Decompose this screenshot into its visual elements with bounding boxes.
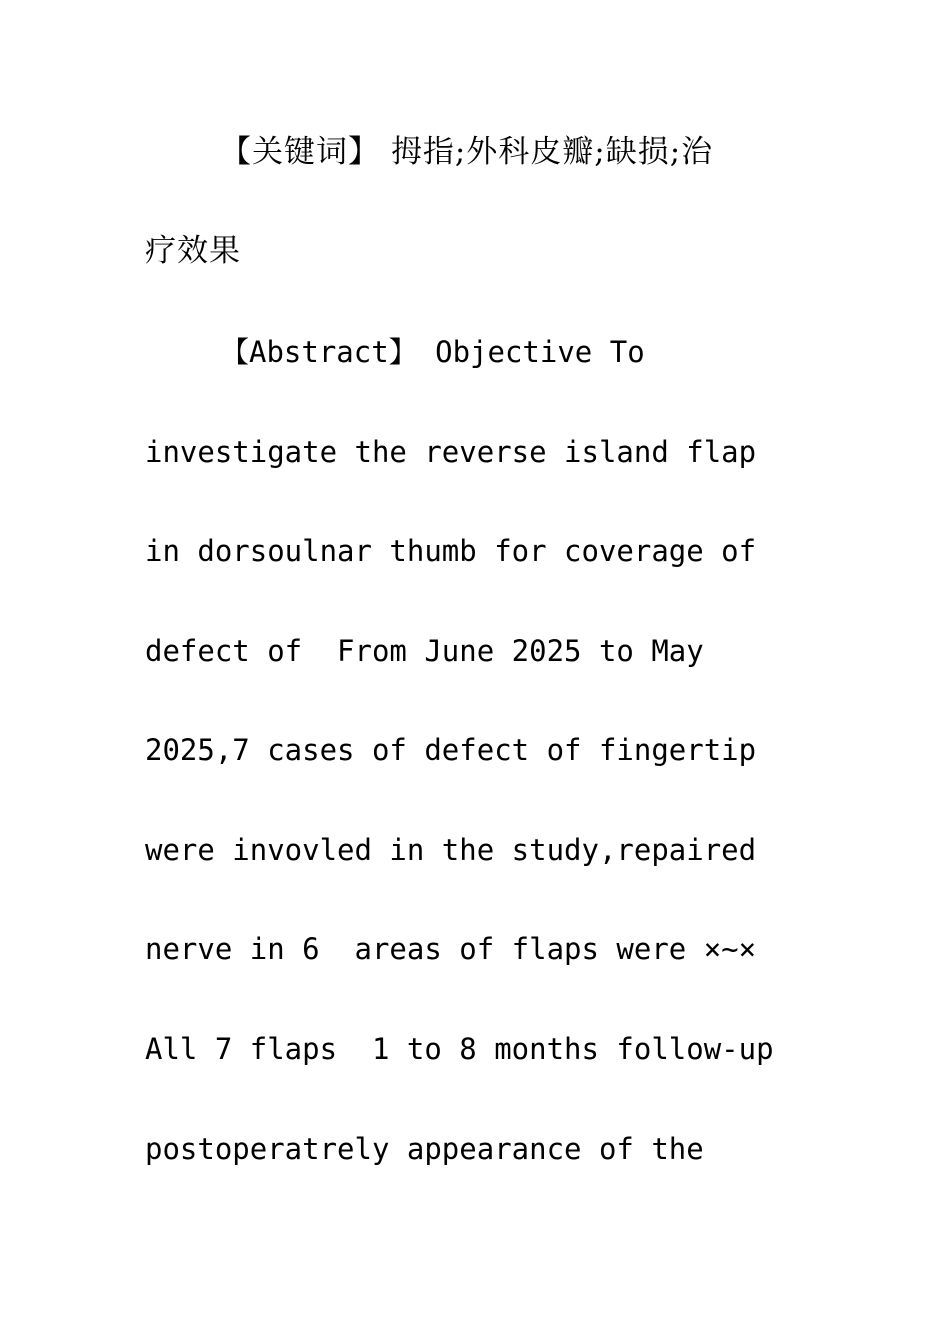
abstract-line: were invovled in the study,repaired xyxy=(145,833,757,867)
abstract-line: nerve in 6 areas of flaps were ×~× xyxy=(145,932,757,966)
abstract-line: All 7 flaps 1 to 8 months follow-up xyxy=(145,1032,774,1066)
abstract-heading-line: 【Abstract】 Objective To xyxy=(220,335,645,369)
keywords-line: 【关键词】 拇指;外科皮瓣;缺损;治 xyxy=(220,134,714,170)
abstract-line: postoperatrely appearance of the xyxy=(145,1132,704,1166)
abstract-line: defect of From June 2025 to May xyxy=(145,634,704,668)
abstract-line: 2025,7 cases of defect of fingertip xyxy=(145,733,757,767)
abstract-line: in dorsoulnar thumb for coverage of xyxy=(145,534,757,568)
abstract-line: investigate the reverse island flap xyxy=(145,435,757,469)
keywords-continuation: 疗效果 xyxy=(145,233,241,269)
